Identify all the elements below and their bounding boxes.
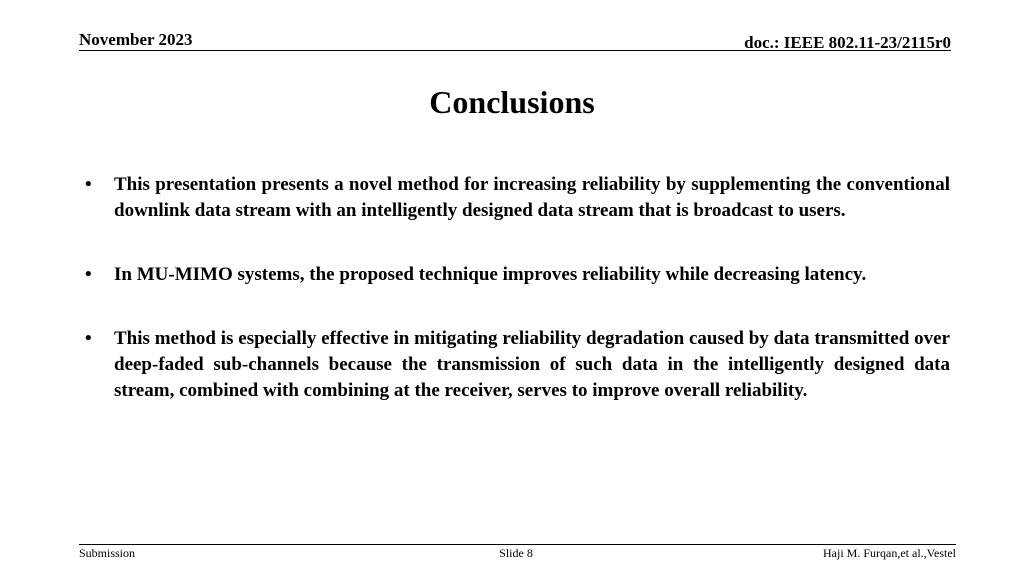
footer-authors: Haji M. Furqan,et al.,Vestel [823,546,956,560]
bullet-text: This presentation presents a novel method for increasing reliability by supplementing the conventional downlink data stream with an intelligently designed data stream that is broadcast to users. [114,174,950,221]
header-doc-id: doc.: IEEE 802.11-23/2115r0 [744,33,951,52]
bullet-dot-icon: • [85,174,92,195]
bullet-list [80,172,950,442]
bullet-text: In MU-MIMO systems, the proposed technique improves reliability while decreasing latency. [114,264,867,285]
bullet-item [80,326,950,404]
header-divider [79,50,951,51]
bullet-dot-icon: • [85,264,92,285]
footer-divider [79,544,956,545]
footer-slide-number: Slide 8 [499,546,533,560]
bullet-item [80,172,950,224]
slide-title: Conclusions [429,84,595,120]
footer-submission: Submission [79,546,136,560]
header-date: November 2023 [79,30,193,49]
bullet-dot-icon: • [85,328,92,349]
bullet-text: This method is especially effective in mitigating reliability degradation caused by data transmitted over deep-faded sub-channels because the transmission of such data in the intelligently designed data stream, combined with combining at the receiver, serves to improve overall reliability. [114,328,950,401]
bullet-item [80,262,950,288]
